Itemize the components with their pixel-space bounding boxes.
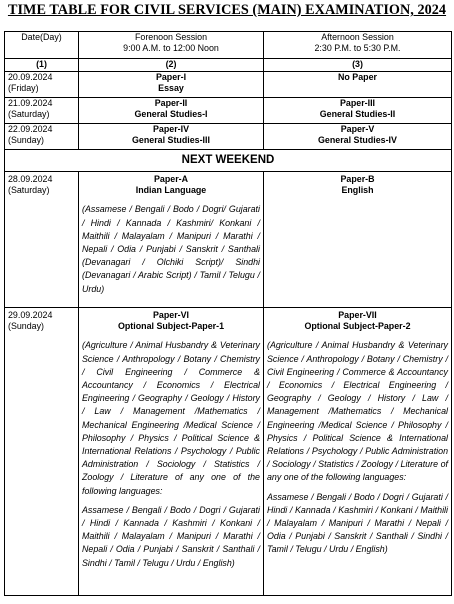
date-cell: [5, 172, 79, 308]
exam-day: (Saturday): [8, 109, 50, 120]
paper-subject: Optional Subject-Paper-1: [117, 321, 225, 332]
date-cell: [5, 124, 79, 150]
forenoon-cell: [79, 124, 264, 150]
afternoon-header: [264, 32, 452, 59]
paper-name: No Paper: [338, 72, 377, 82]
exam-date: 29.09.2024: [8, 310, 53, 320]
exam-date: 20.09.2024: [8, 72, 53, 82]
forenoon-cell: [79, 72, 264, 98]
afternoon-cell: [264, 308, 452, 596]
col-number-3: (3): [264, 59, 452, 72]
literature-language-list: Assamese / Bengali / Bodo / Dogri / Gujarati / Hindi / Kannada / Kashmiri / Konkani / Maithili / Malayalam / Manipuri / Marathi / Nepali / Odia / Punjabi / Sanskrit / Santhali / Sindhi / Tamil / Telugu / Urdu / English): [267, 491, 448, 555]
paper-name: Paper-IV: [152, 124, 189, 134]
paper-subject: General Studies-I: [134, 109, 208, 120]
literature-language-list: Assamese / Bengali / Bodo / Dogri / Gujarati / Hindi / Kannada / Kashmiri / Konkani / Maithili / Malayalam / Manipuri / Marathi / Nepali / Odia / Punjabi / Sanskrit / Santhali / Sindhi / Tamil / Telugu / Urdu / English): [82, 504, 260, 568]
page-title: TIME TABLE FOR CIVIL SERVICES (MAIN) EXAMINATION, 2024: [7, 2, 447, 18]
paper-subject: General Studies-II: [319, 109, 396, 120]
table-row: [5, 172, 452, 308]
paper-subject: Optional Subject-Paper-2: [304, 321, 411, 332]
date-day-label: Date(Day): [21, 32, 62, 42]
table-row: [5, 124, 452, 150]
paper-name: Paper-VII: [338, 310, 377, 320]
forenoon-cell: [79, 172, 264, 308]
afternoon-title: Afternoon Session: [321, 32, 394, 42]
afternoon-cell: [264, 72, 452, 98]
paper-name: Paper-III: [339, 98, 376, 108]
forenoon-header: [79, 32, 264, 59]
forenoon-time: 9:00 A.M. to 12:00 Noon: [123, 43, 219, 54]
table-row: [5, 98, 452, 124]
next-weekend-banner: NEXT WEEKEND: [5, 150, 452, 172]
table-row: [5, 308, 452, 596]
optional-subject-list: (Agriculture / Animal Husbandry & Veterinary Science / Anthropology / Botany / Chemistry / Civil Engineering / Commerce & Accountancy / Economics / Electrical Engineering / Geography / Geology / History / Law / Management /Mathematics / Mechanical Engineering /Medical Science / Philosophy / Physics / Political Science & International Relations / Psychology / Public Administration / Sociology / Statistics / Zoology / Literature of any one of the following languages:: [82, 340, 260, 496]
paper-subject: General Studies-III: [132, 135, 210, 146]
paper-name: Paper-V: [340, 124, 375, 134]
exam-day: (Friday): [8, 83, 39, 94]
paper-name: Paper-A: [153, 174, 189, 184]
optional-subject-list: (Agriculture / Animal Husbandry & Veterinary Science / Anthropology / Botany / Chemistry / Civil Engineering / Commerce & Accountancy / Economics / Electrical Engineering / Geography / Geology / History / Law / Management /Mathematics / Mechanical Engineering /Medical Science / Philosophy / Physics / Political Science & International Relations / Psychology / Public Administration / Sociology / Statistics / Zoology / Literature of any one of the following languages:: [267, 340, 448, 483]
forenoon-cell: [79, 308, 264, 596]
paper-name: Paper-B: [340, 174, 375, 184]
date-cell: [5, 308, 79, 596]
paper-subject: English: [341, 185, 374, 196]
paper-name: Paper-II: [154, 98, 188, 108]
paper-name: Paper-VI: [152, 310, 189, 320]
forenoon-cell: [79, 98, 264, 124]
timetable-table: [4, 31, 452, 596]
forenoon-title: Forenoon Session: [134, 32, 208, 42]
table-row: [5, 72, 452, 98]
exam-date: 21.09.2024: [8, 98, 53, 108]
date-cell: [5, 98, 79, 124]
afternoon-cell: [264, 98, 452, 124]
exam-day: (Saturday): [8, 185, 50, 196]
paper-subject: Essay: [158, 83, 184, 94]
exam-day: (Sunday): [8, 135, 45, 146]
date-day-header: [5, 32, 79, 59]
column-number-row: [5, 59, 452, 72]
date-cell: [5, 72, 79, 98]
afternoon-time: 2:30 P.M. to 5:30 P.M.: [314, 43, 401, 54]
afternoon-cell: [264, 124, 452, 150]
header-row: [5, 32, 452, 59]
col-number-1: (1): [5, 59, 79, 72]
col-number-2: (2): [79, 59, 264, 72]
exam-day: (Sunday): [8, 321, 45, 332]
paper-subject: General Studies-IV: [318, 135, 397, 146]
paper-subject: Indian Language: [135, 185, 207, 196]
language-list: (Assamese / Bengali / Bodo / Dogri/ Gujarati / Hindi / Kannada / Kashmiri/ Konkani / Maithili / Malayalam / Manipuri / Marathi / Nepali / Odia / Punjabi / Sanskrit / Santhali (Devanagari / Olchiki Script)/ Sindhi (Devanagari / Arabic Script) / Tamil / Telugu / Urdu): [82, 204, 260, 294]
exam-date: 28.09.2024: [8, 174, 53, 184]
next-weekend-row: [5, 150, 452, 172]
afternoon-cell: [264, 172, 452, 308]
exam-date: 22.09.2024: [8, 124, 53, 134]
paper-name: Paper-I: [155, 72, 187, 82]
